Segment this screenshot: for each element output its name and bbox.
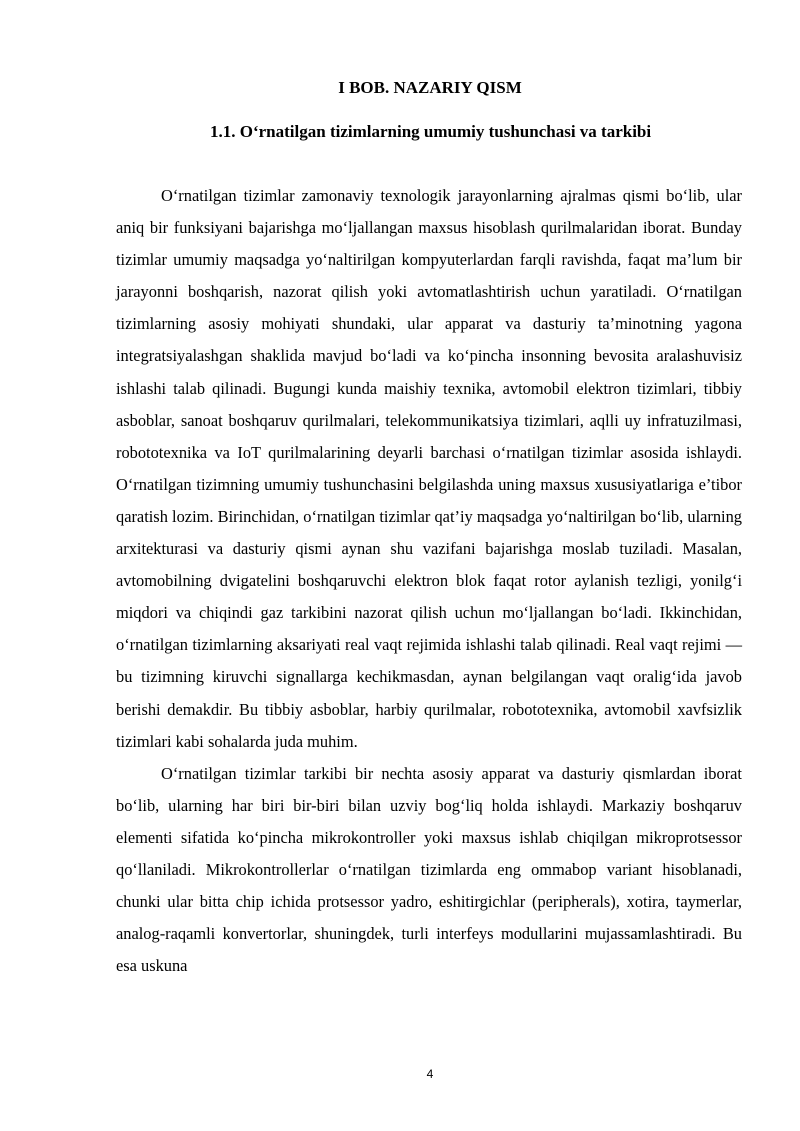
body-text (116, 180, 742, 982)
paragraph: O‘rnatilgan tizimlar zamonaviy texnologik jarayonlarning ajralmas qismi bo‘lib, ular aniq bir funksiyani bajarishga mo‘ljallangan maxsus hisoblash qurilmalaridan iborat. Bunday tizimlar umumiy maqsadga yo‘naltirilgan kompyuterlardan farqli ravishda, faqat ma’lum bir jarayonni boshqarish, nazorat qilish yoki avtomatlashtirish uchun yaratiladi. O‘rnatilgan tizimlarning asosiy mohiyati shundaki, ular apparat va dasturiy ta’minotning yagona integratsiyalashgan shaklida mavjud bo‘ladi va ko‘pincha insonning bevosita aralashuvisiz ishlashi talab qilinadi. Bugungi kunda maishiy texnika, avtomobil elektron tizimlari, tibbiy asboblar, sanoat boshqaruv qurilmalari, telekommunikatsiya tizimlari, aqlli uy infratuzilmasi, robototexnika va IoT qurilmalarining deyarli barchasi o‘rnatilgan tizimlar asosida ishlaydi. O‘rnatilgan tizimning umumiy tushunchasini belgilashda uning maxsus xususiyatlariga e’tibor qaratish lozim. Birinchidan, o‘rnatilgan tizimlar qat’iy maqsadga yo‘naltirilgan bo‘lib, ularning arxitekturasi va dasturiy qismi aynan shu vazifani bajarishga moslab tuziladi. Masalan, avtomobilning dvigatelini boshqaruvchi elektron blok faqat rotor aylanish tezligi, yonilg‘i miqdori va chiqindi gaz tarkibini nazorat qilish uchun mo‘ljallangan bo‘ladi. Ikkinchidan, o‘rnatilgan tizimlarning aksariyati real vaqt rejimida ishlashi talab qilinadi. Real vaqt rejimi — bu tizimning kiruvchi signallarga kechikmasdan, aynan belgilangan vaqt oralig‘ida javob berishi demakdir. Bu tibbiy asboblar, harbiy qurilmalar, robototexnika, avtomobil xavfsizlik tizimlari kabi sohalarda juda muhim. (116, 186, 742, 751)
page-number: 4 (426, 1067, 434, 1081)
section-title: 1.1. O‘rnatilgan tizimlarning umumiy tushunchasi va tarkibi (210, 122, 652, 141)
chapter-title: I BOB. NAZARIY QISM (338, 78, 522, 97)
paragraph: O‘rnatilgan tizimlar tarkibi bir nechta asosiy apparat va dasturiy qismlardan iborat bo‘lib, ularning har biri bir-biri bilan uzviy bog‘liq holda ishlaydi. Markaziy boshqaruv elementi sifatida ko‘pincha mikrokontroller yoki maxsus ishlab chiqilgan mikroprotsessor qo‘llaniladi. Mikrokontrollerlar o‘rnatilgan tizimlarda eng ommabop variant hisoblanadi, chunki ular bitta chip ichida protsessor yadro, eshitirgichlar (peripherals), xotira, taymerlar, analog-raqamli konvertorlar, shuningdek, turli interfeys modullarini mujassamlashtiradi. Bu esa uskuna (116, 763, 742, 976)
